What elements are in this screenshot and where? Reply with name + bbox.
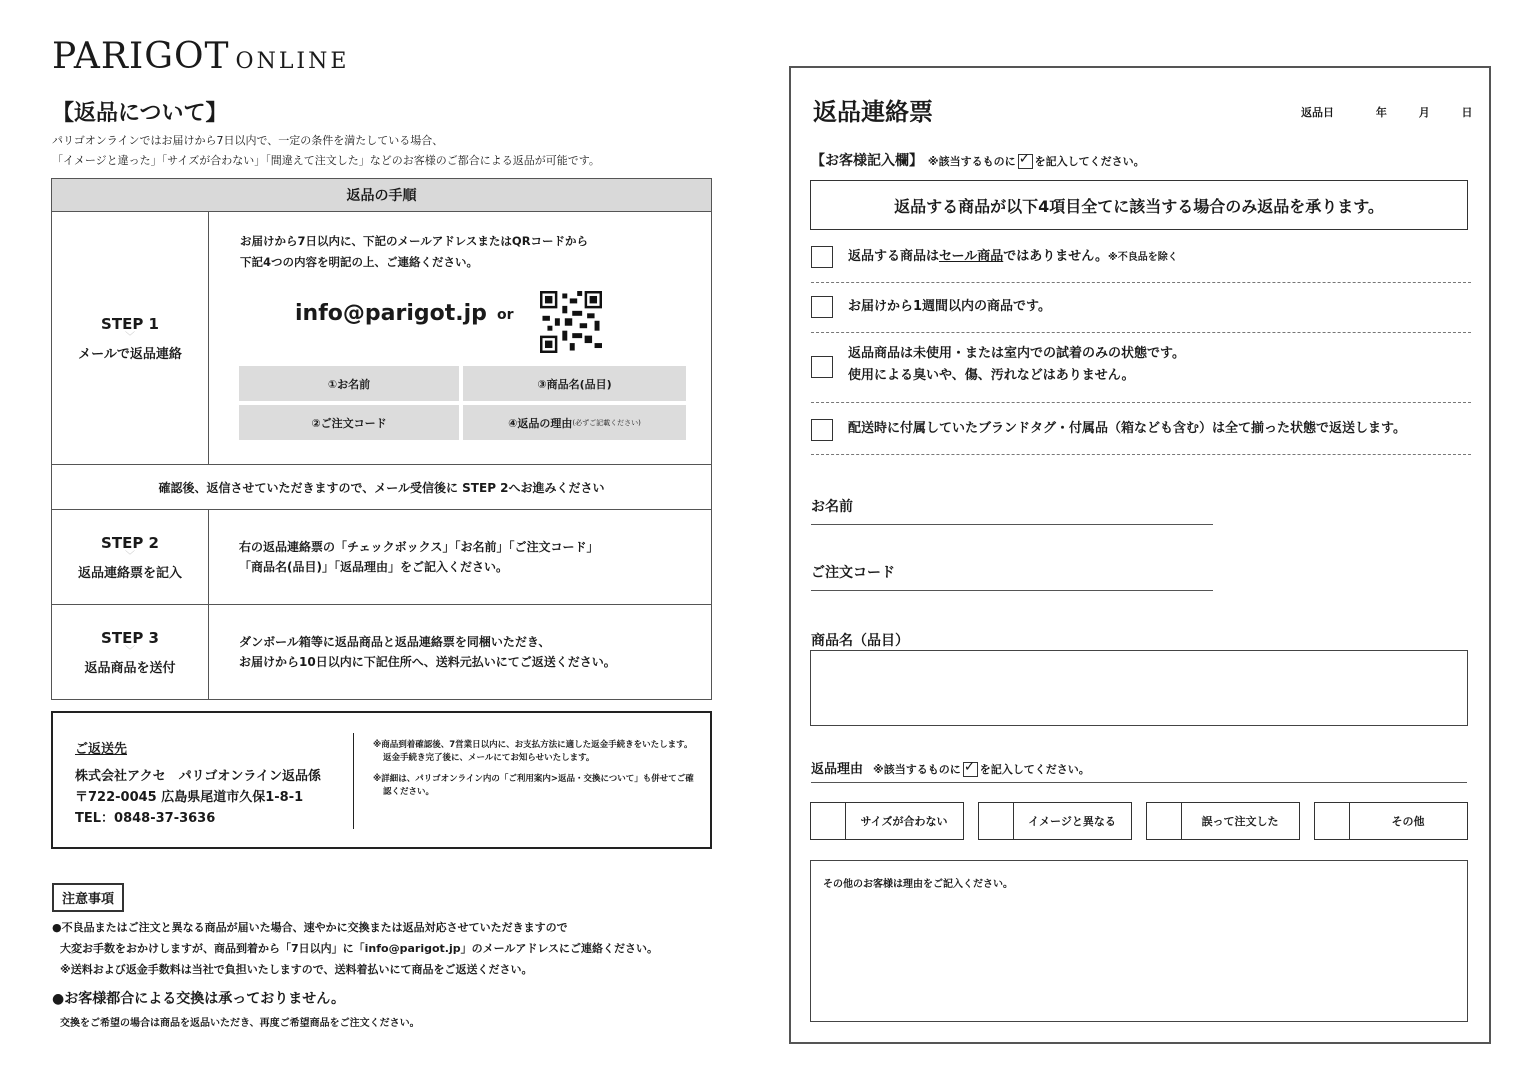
reason-note-pre: ※該当するものに [873, 763, 961, 776]
caution-label: 注意事項 [52, 883, 124, 912]
reason-option-size[interactable] [810, 802, 964, 840]
item-order-code: ②ご注文コード [239, 405, 459, 440]
address-street: 〒722-0045 広島県尾道市久保1-8-1 [75, 790, 304, 805]
return-date [1295, 104, 1473, 120]
caution-line-2: 大変お手数をおかけしますが、商品到着から「7日以内」に「info@parigot.jp」のメールアドレスにご連絡ください。 [60, 942, 659, 955]
reason-checkbox[interactable] [979, 803, 1014, 839]
order-code-label: ご注文コード [811, 565, 895, 581]
reason-label: 返品理由 [811, 762, 864, 777]
other-reason-placeholder: その他のお客様は理由をご記入ください。 [823, 879, 1013, 890]
step3-text-line2: お届けから10日以内に下記住所へ、送料元払いにてご返送ください。 [239, 655, 616, 669]
checkbox-unused[interactable] [811, 356, 833, 378]
step1-text [240, 231, 588, 273]
customer-label: 【お客様記入欄】 [811, 153, 923, 169]
divider [811, 782, 1467, 783]
caution-text [52, 917, 658, 980]
form-title: 返品連絡票 [813, 98, 933, 126]
step1-body [209, 212, 712, 465]
caution-line-5: 交換をご希望の場合は商品を返品いただき、再度ご希望商品をご注文ください。 [60, 1018, 420, 1029]
step2-text-line1: 右の返品連絡票の「チェックボックス」「お名前」「ご注文コード」 [239, 540, 599, 554]
item-product: ③商品名(品目) [463, 366, 686, 401]
caution-line-1: ●不良品またはご注文と異なる商品が届いた場合、速やかに交換または返品対応させていただきますので [52, 921, 568, 934]
check-row-4 [811, 402, 1471, 455]
step3-text-line1: ダンボール箱等に返品商品と返品連絡票を同梱いただき、 [239, 635, 551, 649]
return-steps-table [51, 178, 712, 700]
checkbox-sale[interactable] [811, 246, 833, 268]
check1-post: ではありません。 [1003, 249, 1109, 264]
step3-cell [52, 605, 209, 700]
product-field[interactable] [810, 650, 1468, 726]
reason-text: サイズが合わない [860, 815, 948, 828]
intro-line-1: パリゴオンラインではお届けから7日以内で、一定の条件を満たしている場合、 [52, 134, 444, 147]
step-note: 確認後、返信させていただきますので、メール受信後に STEP 2へお進みください [52, 465, 712, 510]
checkmark-icon [963, 762, 978, 777]
logo-sub: ONLINE [235, 49, 350, 74]
customer-note-pre: ※該当するものに [927, 155, 1016, 168]
reason-note-post: を記入してください。 [979, 763, 1090, 776]
reason-header [811, 758, 1090, 777]
check3-line-b: 使用による臭いや、傷、汚れなどはありません。 [848, 368, 1135, 383]
condition-banner: 返品する商品が以下4項目全てに該当する場合のみ返品を承ります。 [810, 180, 1468, 230]
customer-note-post: を記入してください。 [1034, 155, 1145, 168]
check-text-3 [848, 343, 1185, 387]
chevron-down-icon: ﹀ [125, 331, 135, 343]
reason-text: イメージと異なる [1028, 815, 1116, 828]
caution-line-3: ※送料および返金手数料は当社で負担いたしますので、送料着払いにて商品をご返送ください。 [60, 963, 533, 976]
step1-label: メールで返品連絡 [78, 346, 182, 362]
name-field[interactable] [811, 524, 1213, 525]
return-address-box [51, 711, 712, 849]
product-label: 商品名（品目） [811, 633, 909, 649]
qr-code-icon[interactable] [540, 291, 602, 353]
date-day: 日 [1461, 106, 1473, 119]
required-items-grid [239, 366, 686, 440]
check-text-2: お届けから1週間以内の商品です。 [848, 299, 1052, 314]
other-reason-field[interactable] [810, 860, 1468, 1022]
chevron-down-icon: ﹀ [125, 645, 135, 657]
caution-line-4: ●お客様都合による交換は承っておりません。 [52, 991, 346, 1007]
section-title: 【返品について】 [52, 101, 228, 126]
intro-text [52, 131, 600, 171]
logo-main: PARIGOT [52, 36, 230, 77]
date-year: 年 [1375, 106, 1387, 119]
divider [353, 733, 354, 829]
address-phone: TEL：0848-37-3636 [75, 811, 216, 826]
reason-checkbox[interactable] [1147, 803, 1182, 839]
step1-text-line2: 下記4つの内容を明記の上、ご連絡ください。 [240, 255, 478, 269]
step2-body [209, 510, 712, 605]
checkmark-icon [1018, 154, 1033, 169]
intro-line-2: 「イメージと違った」「サイズが合わない」「間違えて注文した」などのお客様のご都合による返品が可能です。 [52, 154, 600, 167]
check3-line-a: 返品商品は未使用・または室内での試着のみの状態です。 [848, 346, 1185, 361]
step2-label: 返品連絡票を記入 [77, 565, 182, 581]
step2-cell [52, 510, 209, 605]
address-note-2: ※詳細は、パリゴオンライン内の「ご利用案内>返品・交換について」も併せてご確認ください。 [373, 774, 694, 797]
checkbox-tags[interactable] [811, 419, 833, 441]
reason-option-other[interactable] [1314, 802, 1468, 840]
check-row-3 [811, 332, 1471, 403]
step1-number: STEP 1 [101, 314, 159, 333]
reason-text: その他 [1391, 815, 1425, 828]
reason-option-image[interactable] [978, 802, 1132, 840]
steps-header: 返品の手順 [52, 179, 712, 212]
item-name: ①お名前 [239, 366, 459, 401]
checkbox-within-week[interactable] [811, 296, 833, 318]
step1-cell [52, 212, 209, 465]
step3-body [209, 605, 712, 700]
item-reason-note: (必ずご記載ください) [572, 418, 641, 427]
date-month: 月 [1418, 106, 1430, 119]
check-row-1 [811, 242, 1471, 283]
email-link[interactable]: info@parigot.jp [295, 301, 487, 326]
item-reason [463, 405, 686, 440]
reason-checkbox[interactable] [811, 803, 846, 839]
return-form [789, 66, 1491, 1044]
step2-text-line2: 「商品名(品目)」「返品理由」をご記入ください。 [239, 560, 508, 574]
check-row-2 [811, 282, 1471, 333]
address-note-1: ※商品到着確認後、7営業日以内に、お支払方法に適した返金手続きをいたします。返金手続き完了後に、メールにてお知らせいたします。 [373, 740, 693, 763]
step2-number: STEP 2 [101, 533, 159, 552]
brand-logo [52, 36, 349, 77]
item-reason-label: ④返品の理由 [508, 416, 573, 430]
check1-underline: セール商品 [939, 249, 1004, 264]
check1-pre: 返品する商品は [848, 249, 940, 264]
step1-text-line1: お届けから7日以内に、下記のメールアドレスまたはQRコードから [240, 234, 589, 248]
step3-number: STEP 3 [101, 628, 159, 647]
date-label: 返品日 [1301, 106, 1334, 119]
address-title: ご返送先 [75, 742, 128, 757]
check-text-1 [848, 246, 1178, 269]
name-label: お名前 [811, 499, 853, 515]
check-text-4: 配送時に付属していたブランドタグ・付属品（箱なども含む）は全て揃った状態で返送します。 [848, 421, 1406, 436]
order-code-field[interactable] [811, 590, 1213, 591]
customer-section-label [811, 150, 1145, 170]
check1-note: ※不良品を除く [1108, 252, 1178, 263]
reason-checkbox[interactable] [1315, 803, 1350, 839]
chevron-down-icon: ﹀ [125, 550, 135, 562]
address-company: 株式会社アクセ パリゴオンライン返品係 [75, 769, 321, 784]
reason-text: 誤って注文した [1201, 815, 1279, 828]
address-block [75, 739, 321, 829]
or-text: or [497, 307, 514, 323]
reason-option-mistake[interactable] [1146, 802, 1300, 840]
step3-label: 返品商品を送付 [84, 660, 176, 676]
address-notes [373, 739, 698, 807]
